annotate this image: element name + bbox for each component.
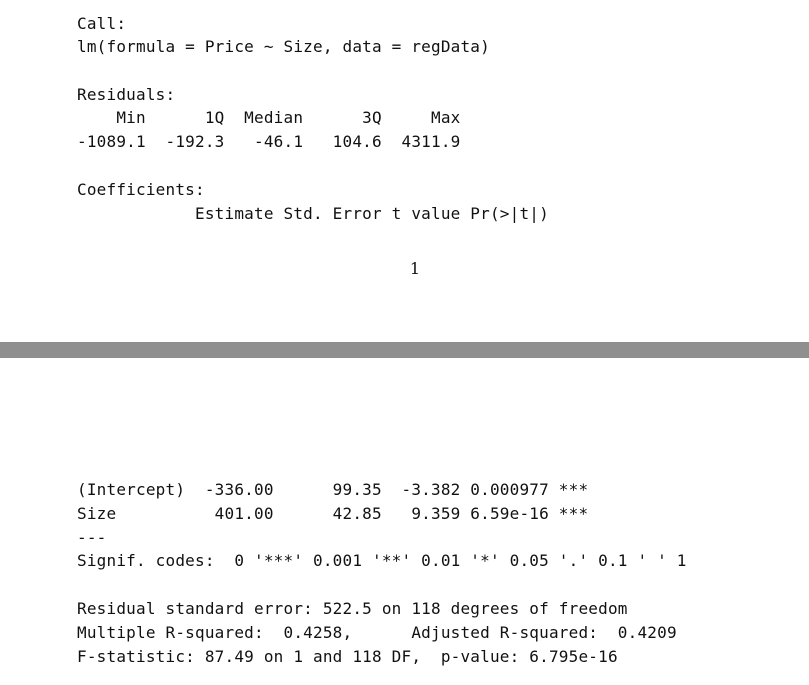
page-number: 1 — [409, 259, 421, 278]
residuals-header: Min 1Q Median 3Q Max — [77, 108, 461, 127]
coefficients-label: Coefficients: — [77, 180, 205, 199]
coef-row-size: Size 401.00 42.85 9.359 6.59e-16 *** — [77, 504, 589, 523]
signif-separator: --- — [77, 528, 107, 547]
call-label: Call: — [77, 14, 127, 33]
signif-codes-line: Signif. codes: 0 '***' 0.001 '**' 0.01 '*' 0.05 '.' 0.1 ' ' 1 — [77, 551, 687, 570]
document-page-top — [0, 0, 809, 342]
coef-row-intercept: (Intercept) -336.00 99.35 -3.382 0.000977 *** — [77, 480, 589, 499]
page-separator — [0, 342, 809, 358]
call-formula: lm(formula = Price ~ Size, data = regData) — [77, 37, 490, 56]
f-statistic-line: F-statistic: 87.49 on 1 and 118 DF, p-value: 6.795e-16 — [77, 647, 618, 666]
residuals-values: -1089.1 -192.3 -46.1 104.6 4311.9 — [77, 132, 461, 151]
r-squared-line: Multiple R-squared: 0.4258, Adjusted R-squared: 0.4209 — [77, 623, 677, 642]
document-page-bottom — [0, 358, 809, 685]
residuals-label: Residuals: — [77, 85, 176, 104]
coefficients-header: Estimate Std. Error t value Pr(>|t|) — [77, 204, 549, 223]
residual-standard-error: Residual standard error: 522.5 on 118 degrees of freedom — [77, 599, 628, 618]
